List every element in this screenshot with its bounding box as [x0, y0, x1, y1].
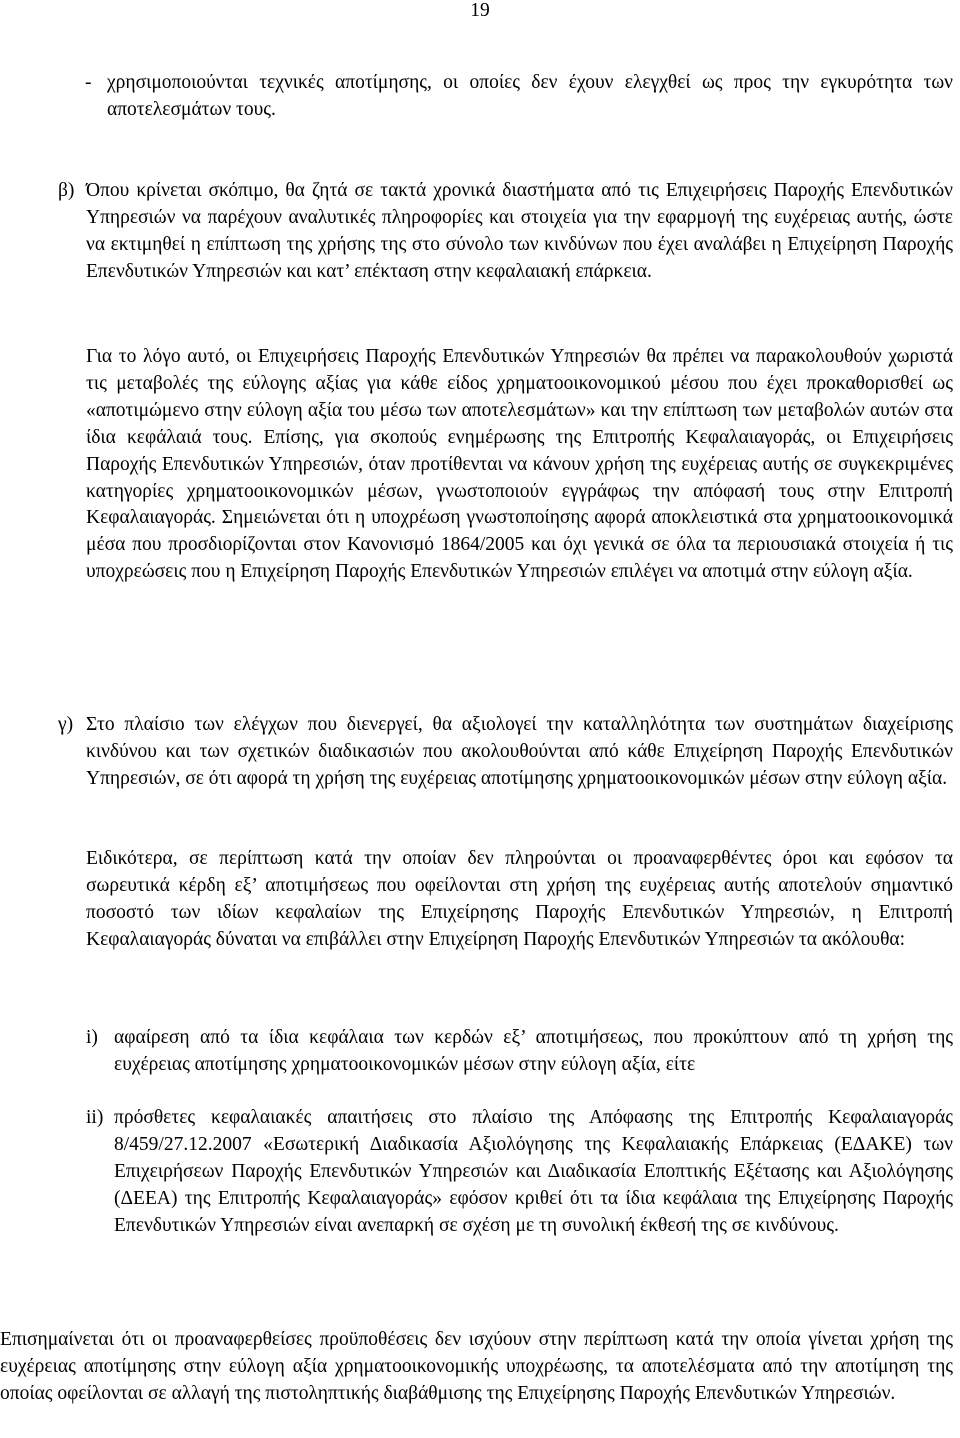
sub-item-ii-text: πρόσθετες κεφαλαιακές απαιτήσεις στο πλαίσιο της Απόφασης της Επιτροπής Κεφαλαιαγοράς 8/459/27.12.2007 «Εσωτερική Διαδικασία Αξιολόγησης της Κεφαλαιακής Επάρκειας (ΕΔΑΚΕ) των Επιχειρήσεων Παροχής Επενδυτικών Υπηρεσιών και Διαδικασία Εποπτικής Εξέτασης και Αξιολόγησης (ΔΕΕΑ) της Επιτροπής Κεφαλαιαγοράς» εφόσον κριθεί ότι τα ίδια κεφάλαια της Επιχείρησης Παροχής Επενδυτικών Υπηρεσιών είναι ανεπαρκή σε σχέση με τη συνολική έκθεσή της σε κινδύνους.: [114, 1107, 953, 1236]
clause-gamma: [58, 712, 953, 793]
clause-beta: [58, 178, 953, 286]
sub-item-i-text: αφαίρεση από τα ίδια κεφάλαια των κερδών εξ’ αποτιμήσεως, που προκύπτουν από τη χρήση της ευχέρειας αποτίμησης χρηματοοικονομικών μέσων στην εύλογη αξία, είτε: [114, 1027, 953, 1075]
sub-marker-i: i): [86, 1027, 98, 1048]
page-number: 19: [470, 0, 490, 21]
clause-marker-beta: β): [58, 180, 75, 201]
paragraph-note: Επισημαίνεται ότι οι προαναφερθείσες προϋποθέσεις δεν ισχύουν στην περίπτωση κατά την οποία γίνεται χρήση της ευχέρειας αποτίμησης στην εύλογη αξία χρηματοοικονομικής υποχρέωσης, τα αποτελέσματα από την αποτίμηση της οποίας οφείλονται σε αλλαγή της πιστοληπτικής διαβάθμισης της Επιχείρησης Παροχής Επενδυτικών Υπηρεσιών.: [0, 1329, 953, 1404]
clause-beta-text: Όπου κρίνεται σκόπιμο, θα ζητά σε τακτά χρονικά διαστήματα από τις Επιχειρήσεις Παροχής Επενδυτικών Υπηρεσιών να παρέχουν αναλυτικές πληροφορίες και στοιχεία για την εφαρμογή της ευχέρειας αυτής, ώστε να εκτιμηθεί η επίπτωση της χρήσης της στο σύνολο των κινδύνων που έχει αναλάβει η Επιχείρηση Παροχής Επενδυτικών Υπηρεσιών και κατ’ επέκταση στην κεφαλαιακή επάρκεια.: [86, 180, 953, 282]
dash-list-item: [85, 70, 953, 124]
sub-marker-ii: ii): [86, 1107, 104, 1128]
clause-marker-gamma: γ): [58, 714, 74, 735]
paragraph-specifically: Ειδικότερα, σε περίπτωση κατά την οποίαν δεν πληρούνται οι προαναφερθέντες όροι και εφόσον τα σωρευτικά κέρδη εξ’ αποτιμήσεως που οφείλονται στη χρήση της ευχέρειας αυτής αποτελούν σημαντικό ποσοστό των ιδίων κεφαλαίων της Επιχείρησης Παροχής Επενδυτικών Υπηρεσιών, η Επιτροπή Κεφαλαιαγοράς δύναται να επιβάλλει στην Επιχείρηση Παροχής Επενδυτικών Υπηρεσιών τα ακόλουθα:: [86, 848, 953, 950]
sub-item-ii: [86, 1105, 953, 1240]
sub-item-i: [86, 1025, 953, 1079]
list-marker-dash: -: [85, 72, 92, 93]
clause-gamma-text: Στο πλαίσιο των ελέγχων που διενεργεί, θα αξιολογεί την καταλληλότητα των συστημάτων διαχείρισης κινδύνου και των σχετικών διαδικασιών που ακολουθούνται από κάθε Επιχείρηση Παροχής Επενδυτικών Υπηρεσιών, σε ότι αφορά τη χρήση της ευχέρειας αποτίμησης χρηματοοικονομικών μέσων στην εύλογη αξία.: [86, 714, 953, 789]
list-item-text: χρησιμοποιούνται τεχνικές αποτίμησης, οι οποίες δεν έχουν ελεγχθεί ως προς την εγκυρότητα των αποτελεσμάτων τους.: [107, 72, 953, 120]
paragraph-monitoring: Για το λόγο αυτό, οι Επιχειρήσεις Παροχής Επενδυτικών Υπηρεσιών θα πρέπει να παρακολουθούν χωριστά τις μεταβολές της εύλογης αξίας για κάθε είδος χρηματοοικονομικού μέσου που έχει προκαθορισθεί ως «αποτιμώμενο στην εύλογη αξία του μέσω των αποτελεσμάτων» και την επίπτωση των μεταβολών αυτών στα ίδια κεφάλαιά τους. Επίσης, για σκοπούς ενημέρωσης της Επιτροπής Κεφαλαιαγοράς, οι Επιχειρήσεις Παροχής Επενδυτικών Υπηρεσιών, όταν προτίθενται να κάνουν χρήση της ευχέρειας αυτής σε συγκεκριμένες κατηγορίες χρηματοοικονομικών μέσων, γνωστοποιούν εγγράφως την απόφασή τους στην Επιτροπή Κεφαλαιαγοράς. Σημειώνεται ότι η υποχρέωση γνωστοποίησης αφορά αποκλειστικά στα χρηματοοικονομικά μέσα που προσδιορίζονται στον Κανονισμό 1864/2005 και όχι γενικά σε όλα τα περιουσιακά στοιχεία ή τις υποχρεώσεις που η Επιχείρηση Παροχής Επενδυτικών Υπηρεσιών επιλέγει να αποτιμά στην εύλογη αξία.: [86, 346, 953, 583]
